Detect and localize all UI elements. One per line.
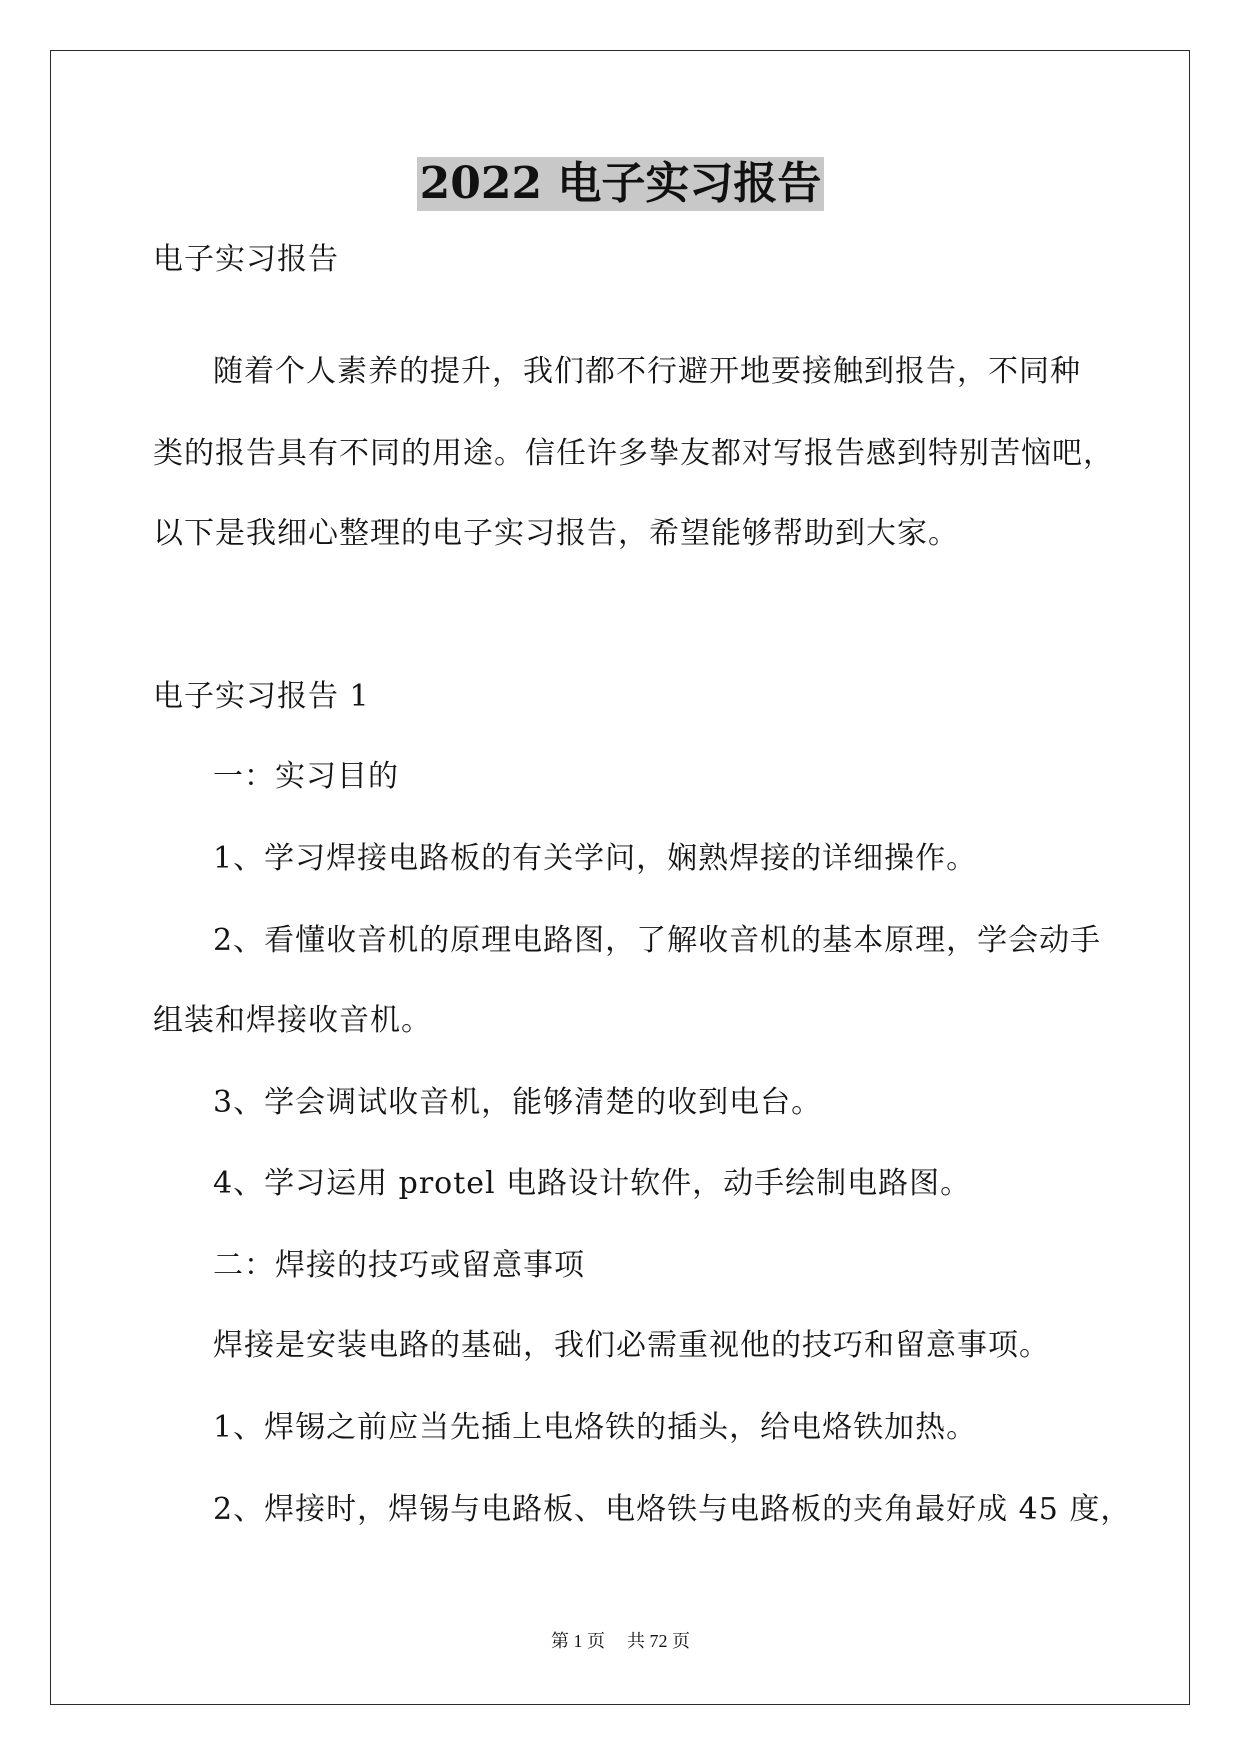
objective-item: 4、学习运用 protel 电路设计软件，动手绘制电路图。 [213, 1166, 972, 1201]
title-row [0, 157, 1241, 211]
objective-item: 2、看懂收音机的原理电路图，了解收音机的基本原理，学会动手 [213, 923, 1102, 958]
intro-line: 类的报告具有不同的用途。信任许多挚友都对写报告感到特别苦恼吧， [153, 436, 1114, 471]
footer-total-pages: 共 72 页 [627, 1631, 690, 1651]
document-heading: 电子实习报告 [153, 242, 339, 277]
objective-item-continued: 组装和焊接收音机。 [153, 1003, 432, 1038]
page-footer [0, 1630, 1241, 1652]
footer-page-number: 第 1 页 [551, 1631, 605, 1651]
objectives-title: 一：实习目的 [213, 759, 399, 794]
technique-item: 1、焊锡之前应当先插上电烙铁的插头，给电烙铁加热。 [213, 1410, 978, 1445]
intro-line: 随着个人素养的提升，我们都不行避开地要接触到报告，不同种 [213, 354, 1081, 389]
section-title: 电子实习报告 1 [153, 679, 370, 714]
objective-item: 1、学习焊接电路板的有关学问，娴熟焊接的详细操作。 [213, 841, 978, 876]
technique-item: 2、焊接时，焊锡与电路板、电烙铁与电路板的夹角最好成 45 度， [213, 1492, 1132, 1527]
page-title: 2022 电子实习报告 [417, 157, 825, 211]
techniques-intro: 焊接是安装电路的基础，我们必需重视他的技巧和留意事项。 [213, 1328, 1050, 1363]
techniques-title: 二：焊接的技巧或留意事项 [213, 1248, 585, 1283]
objective-item: 3、学会调试收音机，能够清楚的收到电台。 [213, 1085, 823, 1120]
intro-line: 以下是我细心整理的电子实习报告，希望能够帮助到大家。 [153, 516, 959, 551]
